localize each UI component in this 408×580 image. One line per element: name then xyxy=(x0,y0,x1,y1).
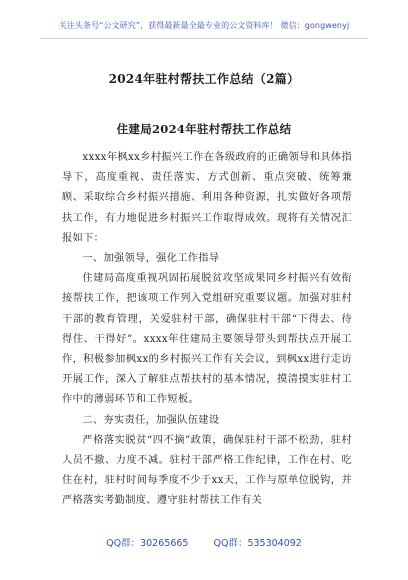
header-divider xyxy=(40,38,368,39)
document-body xyxy=(62,148,352,512)
section-heading-2: 二、夯实责任，加强队伍建设 xyxy=(82,414,220,426)
document-title: 2024年驻村帮扶工作总结（2篇） xyxy=(108,72,300,86)
footer-qq-group-1: QQ群：30265665 xyxy=(106,538,189,549)
footer-qq-group-2: QQ群：535304092 xyxy=(213,538,302,549)
document-subtitle: 住建局2024年驻村帮扶工作总结 xyxy=(116,122,292,136)
section-heading-1: 一、加强领导，强化工作指导 xyxy=(82,253,220,265)
paragraph-section-1: 住建局高度重视巩固拓展脱贫攻坚成果同乡村振兴有效衔接帮扶工作，把该项工作列入党组研究重要议题。加强对驻村干部的教育管理，关爱驻村干部，确保驻村干部“下得去、待得住、干得好”。xxxx年住建局主要领导带头到帮扶点开展工作，积极参加枫xx的乡村振兴工作有关会议，到枫xx进行走访开展工作，深入了解驻点帮扶村的基本情况，摸清摸实驻村工作中的薄弱环节和工作短板。 xyxy=(62,273,352,406)
paragraph-intro: xxxx年枫xx乡村振兴工作在各级政府的正确领导和具体指导下，高度重视、责任落实、方式创新、重点突破、统筹兼顾、采取综合乡村振兴措施、利用各种资源，扎实做好各项帮扶工作，有力地促进乡村振兴工作取得成效。现将有关情况汇报如下： xyxy=(62,152,352,244)
footer-contacts xyxy=(0,535,408,549)
paragraph-section-2: 严格落实脱贫“四不摘”政策，确保驻村干部不松劲，驻村人员不撤、力度不减。驻村干部严格工作纪律，工作在村、吃住在村，驻村时间每季度不少于xx天，工作与原单位脱钩，并严格落实考勤制度、遵守驻村帮扶工作有关 xyxy=(62,434,352,507)
header-notice: 关注头条号“公文研究”，获得最新最全最专业的公文资料库！ 微信：gongwenyj xyxy=(58,21,350,30)
